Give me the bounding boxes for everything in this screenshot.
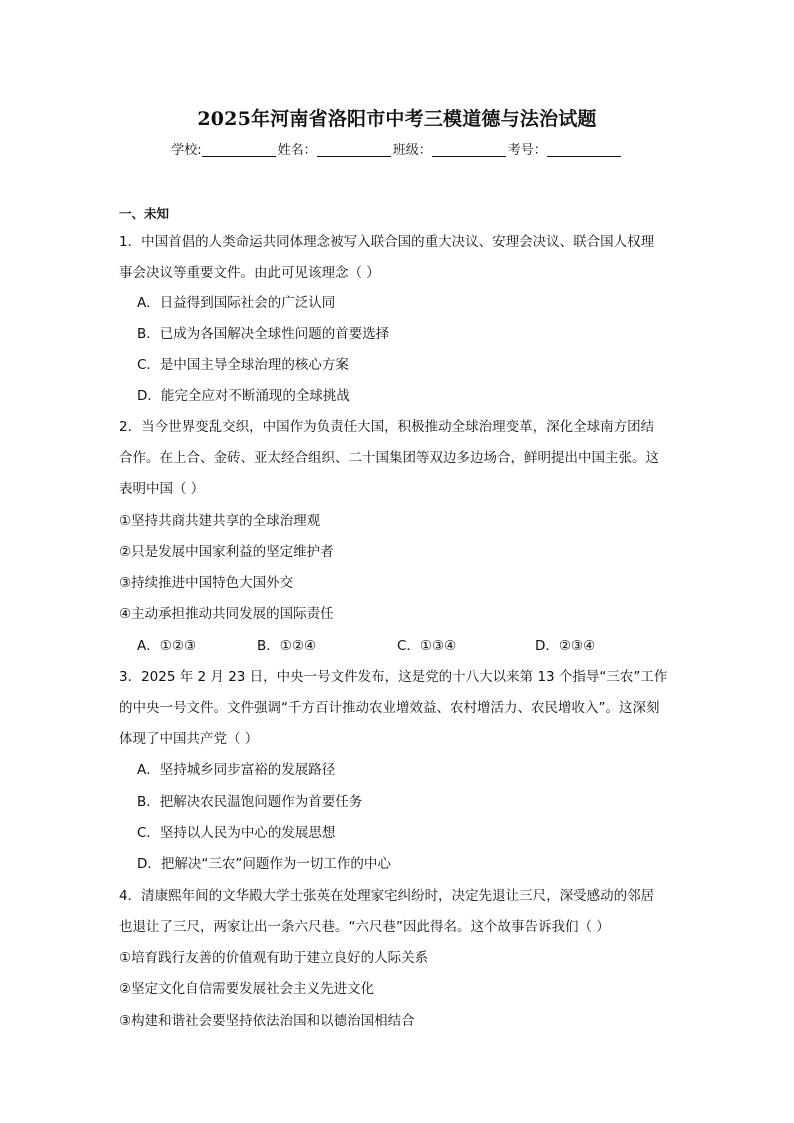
- exam-number-label: 考号：: [507, 143, 547, 158]
- q1-option-c: C．是中国主导全球治理的核心方案: [137, 357, 349, 373]
- name-blank[interactable]: [317, 142, 391, 157]
- q1-stem-line2: 事会决议等重要文件。由此可见该理念（ ）: [119, 265, 380, 281]
- section-heading: 一、未知: [119, 206, 170, 221]
- q2-option-c: C．①③④: [397, 638, 457, 654]
- q2-option-a: A．①②③: [137, 638, 197, 654]
- q1-option-d: D．能完全应对不断涌现的全球挑战: [137, 388, 350, 404]
- q4-stem-line1: 4．清康熙年间的文华殿大学士张英在处理家宅纠纷时，决定先退让三尺，深受感动的邻居: [119, 888, 655, 904]
- q1-option-b: B．已成为各国解决全球性问题的首要选择: [137, 326, 390, 342]
- q1-stem-line1: 1．中国首倡的人类命运共同体理念被写入联合国的重大决议、安理会决议、联合国人权理: [119, 234, 655, 250]
- q1-option-a: A．日益得到国际社会的广泛认同: [137, 295, 336, 311]
- q2-stem-line3: 表明中国（ ）: [119, 481, 205, 497]
- q3-stem-line3: 体现了中国共产党（ ）: [119, 731, 259, 747]
- q2-statement-4: ④主动承担推动共同发展的国际责任: [119, 606, 334, 622]
- q3-stem-line1: 3．2025 年 2 月 23 日，中央一号文件发布，这是党的十八大以来第 13 个指导“三农”工作: [119, 669, 668, 685]
- q3-option-c: C．坚持以人民为中心的发展思想: [137, 825, 336, 841]
- q2-statement-3: ③持续推进中国特色大国外交: [119, 575, 294, 591]
- page-title: 2025年河南省洛阳市中考三模道德与法治试题: [197, 108, 597, 130]
- q2-stem-line1: 2．当今世界变乱交织，中国作为负责任大国，积极推动全球治理变革，深化全球南方团结: [119, 419, 655, 435]
- exam-number-blank[interactable]: [547, 142, 621, 157]
- q3-option-a: A．坚持城乡同步富裕的发展路径: [137, 762, 336, 778]
- name-label: 姓名：: [277, 143, 317, 158]
- q4-statement-2: ②坚定文化自信需要发展社会主义先进文化: [119, 981, 375, 997]
- q2-statement-1: ①坚持共商共建共享的全球治理观: [119, 513, 321, 529]
- q4-statement-1: ①培育践行友善的价值观有助于建立良好的人际关系: [119, 950, 429, 966]
- student-info-row: [0, 139, 794, 158]
- q3-option-b: B．把解决农民温饱问题作为首要任务: [137, 794, 363, 810]
- q2-option-d: D．②③④: [535, 638, 596, 654]
- school-blank[interactable]: [202, 142, 276, 157]
- q2-statement-2: ②只是发展中国家利益的坚定维护者: [119, 544, 334, 560]
- class-blank[interactable]: [432, 142, 506, 157]
- q2-option-b: B．①②④: [257, 638, 317, 654]
- q4-stem-line2: 也退让了三尺，两家让出一条六尺巷。“六尺巷”因此得名。这个故事告诉我们（ ）: [119, 919, 610, 935]
- q3-stem-line2: 的中央一号文件。文件强调“千方百计推动农业增效益、农村增活力、农民增收入”。这深刻: [119, 700, 660, 716]
- class-label: 班级：: [392, 143, 432, 158]
- q2-stem-line2: 合作。在上合、金砖、亚太经合组织、二十国集团等双边多边场合，鲜明提出中国主张。这: [119, 450, 659, 466]
- q4-statement-3: ③构建和谐社会要坚持依法治国和以德治国相结合: [119, 1013, 415, 1029]
- school-label: 学校:: [171, 143, 202, 158]
- q3-option-d: D．把解决“三农”问题作为一切工作的中心: [137, 856, 391, 872]
